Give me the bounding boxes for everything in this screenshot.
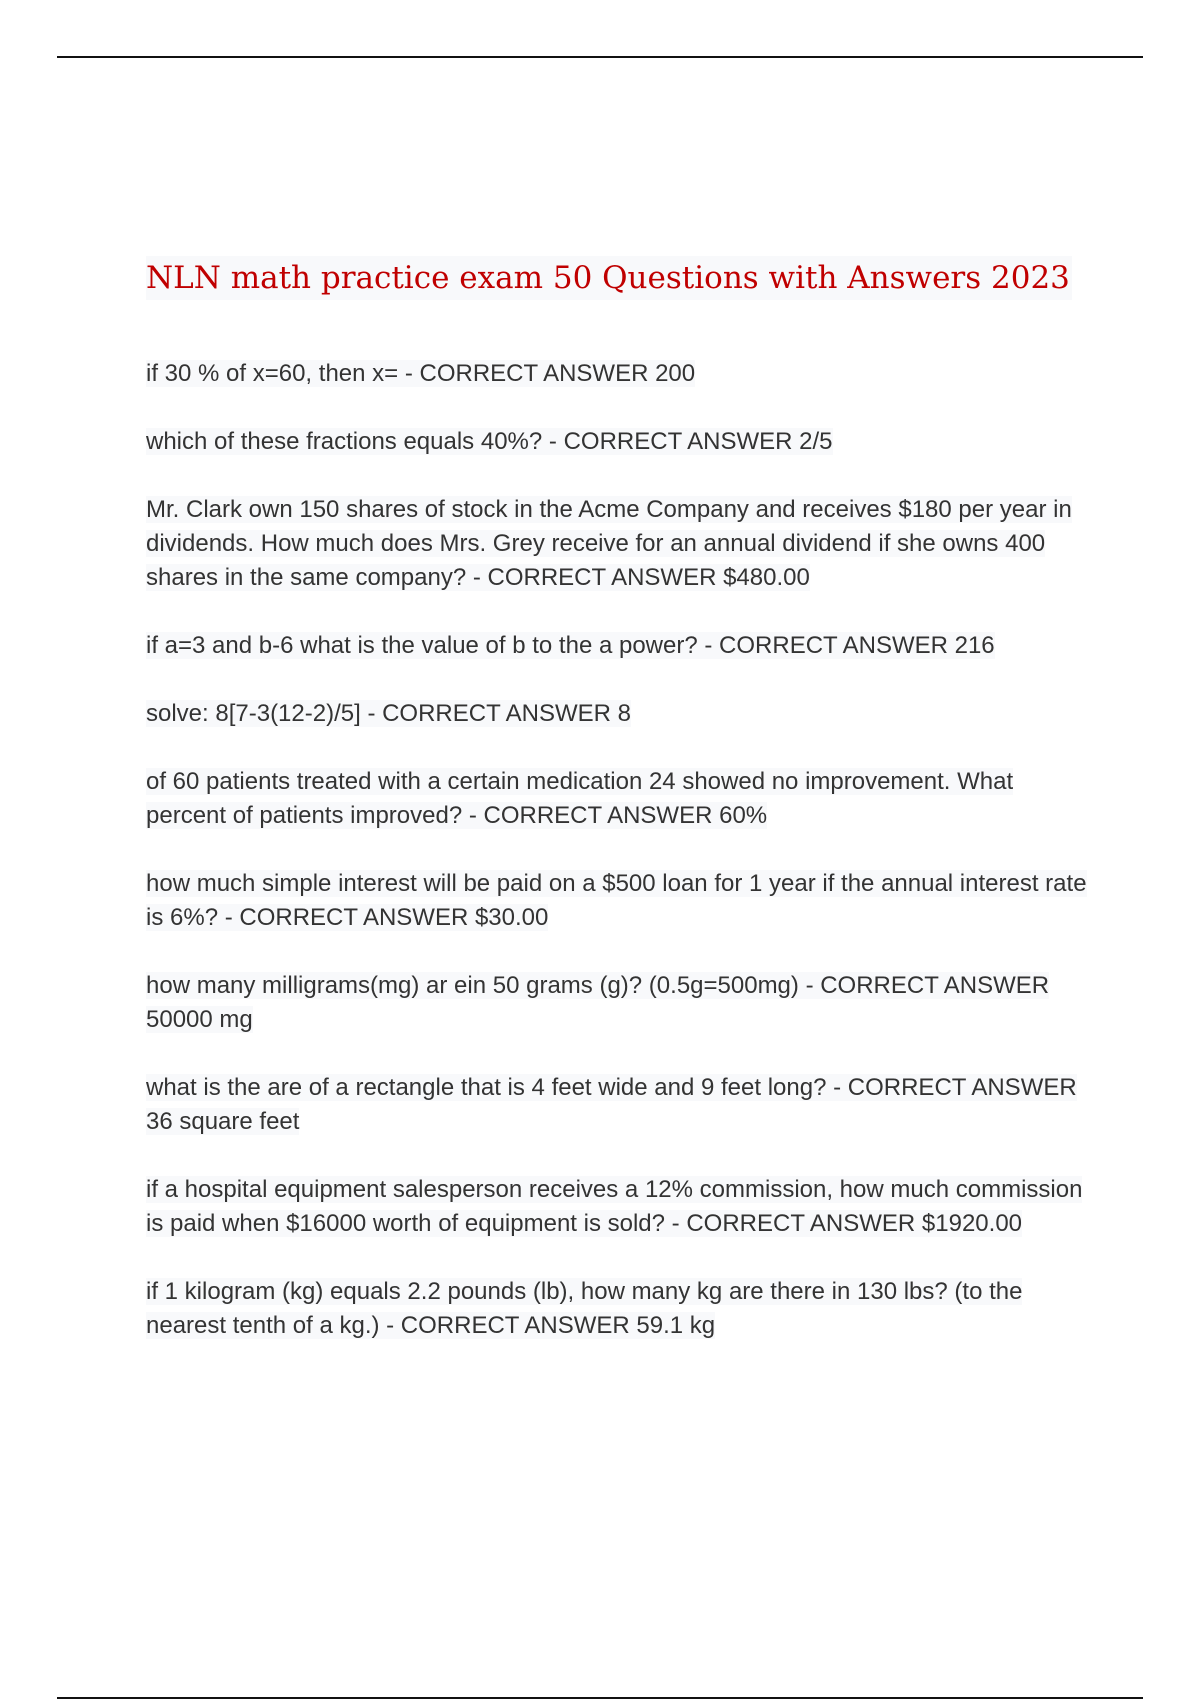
qa-text: how many milligrams(mg) ar ein 50 grams (g)? (0.5g=500mg) - CORRECT ANSWER 50000 mg <box>146 972 1050 1033</box>
qa-item <box>146 493 1096 595</box>
qa-text: how much simple interest will be paid on a $500 loan for 1 year if the annual interest rate is 6%? - CORRECT ANSWER $30.00 <box>146 870 1087 931</box>
qa-text: if 1 kilogram (kg) equals 2.2 pounds (lb), how many kg are there in 130 lbs? (to the nearest tenth of a kg.) - CORRECT ANSWER 59.1 kg <box>146 1278 1023 1339</box>
qa-text: which of these fractions equals 40%? - CORRECT ANSWER 2/5 <box>146 428 833 455</box>
qa-text: what is the are of a rectangle that is 4 feet wide and 9 feet long? - CORRECT ANSWER 36 square feet <box>146 1074 1077 1135</box>
qa-text: if 30 % of x=60, then x= - CORRECT ANSWER 200 <box>146 360 696 387</box>
qa-text: if a hospital equipment salesperson receives a 12% commission, how much commission is paid when $16000 worth of equipment is sold? - CORRECT ANSWER $1920.00 <box>146 1176 1083 1237</box>
qa-item <box>146 697 1096 731</box>
qa-text: if a=3 and b-6 what is the value of b to the a power? - CORRECT ANSWER 216 <box>146 632 995 659</box>
qa-item <box>146 867 1096 935</box>
qa-text: solve: 8[7-3(12-2)/5] - CORRECT ANSWER 8 <box>146 700 632 727</box>
document-title: NLN math practice exam 50 Questions with Answers 2023 <box>146 256 1072 300</box>
qa-item <box>146 1275 1096 1343</box>
document-body <box>146 256 1096 1377</box>
qa-item <box>146 629 1096 663</box>
header-rule <box>57 56 1143 58</box>
qa-item <box>146 357 1096 391</box>
qa-item <box>146 765 1096 833</box>
qa-item <box>146 1071 1096 1139</box>
qa-item <box>146 969 1096 1037</box>
qa-list <box>146 357 1096 1343</box>
qa-text: of 60 patients treated with a certain medication 24 showed no improvement. What percent of patients improved? - CORRECT ANSWER 60% <box>146 768 1014 829</box>
qa-item <box>146 1173 1096 1241</box>
footer-rule <box>57 1697 1143 1699</box>
qa-item <box>146 425 1096 459</box>
qa-text: Mr. Clark own 150 shares of stock in the Acme Company and receives $180 per year in dividends. How much does Mrs. Grey receive for an annual dividend if she owns 400 shares in the same company? - CORRECT ANSWER $480.00 <box>146 496 1072 591</box>
